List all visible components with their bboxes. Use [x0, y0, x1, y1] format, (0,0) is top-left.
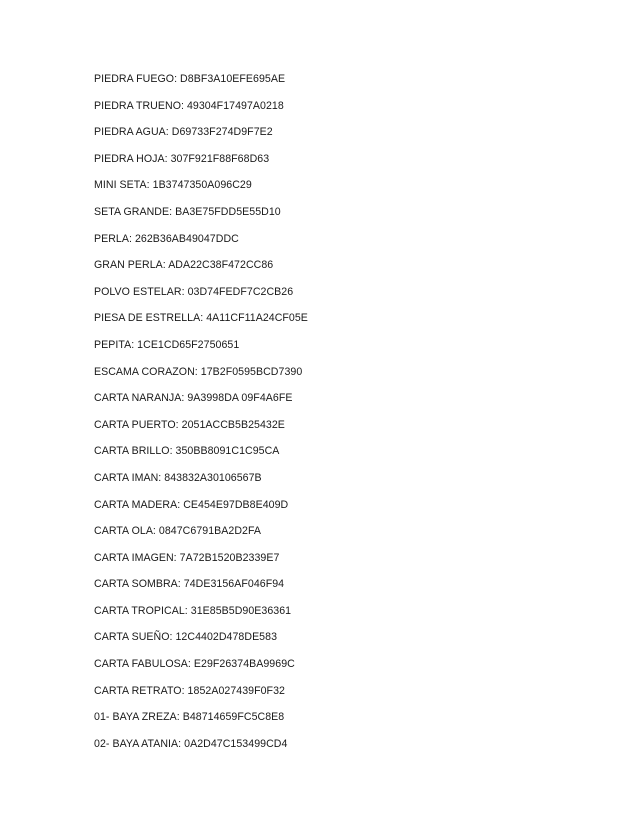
list-item: PEPITA: 1CE1CD65F2750651	[94, 338, 240, 351]
list-item: PIEDRA FUEGO: D8BF3A10EFE695AE	[94, 73, 286, 85]
list-item: MINI SETA: 1B3747350A096C29	[94, 179, 252, 192]
list-item: CARTA IMAGEN: 7A72B1520B2339E7	[94, 551, 280, 564]
list-item: CARTA TROPICAL: 31E85B5D90E36361	[94, 604, 292, 617]
list-item: CARTA SOMBRA: 74DE3156AF046F94	[94, 578, 285, 591]
list-item: PIESA DE ESTRELLA: 4A11CF11A24CF05E	[94, 312, 308, 325]
item-code-list	[94, 73, 308, 764]
list-item: CARTA SUEÑO: 12C4402D478DE583	[94, 631, 278, 644]
list-item: SETA GRANDE: BA3E75FDD5E55D10	[94, 205, 281, 218]
list-item: ESCAMA CORAZON: 17B2F0595BCD7390	[94, 365, 303, 378]
list-item: 02- BAYA ATANIA: 0A2D47C153499CD4	[94, 737, 288, 750]
list-item: CARTA MADERA: CE454E97DB8E409D	[94, 498, 289, 511]
list-item: PERLA: 262B36AB49047DDC	[94, 232, 239, 245]
list-item: PIEDRA AGUA: D69733F274D9F7E2	[94, 126, 273, 139]
list-item: CARTA OLA: 0847C6791BA2D2FA	[94, 525, 262, 538]
list-item: CARTA NARANJA: 9A3998DA 09F4A6FE	[94, 392, 293, 405]
list-item: CARTA RETRATO: 1852A027439F0F32	[94, 684, 285, 697]
list-item: 01- BAYA ZREZA: B48714659FC5C8E8	[94, 711, 285, 724]
list-item: CARTA BRILLO: 350BB8091C1C95CA	[94, 445, 280, 458]
list-item: CARTA PUERTO: 2051ACCB5B25432E	[94, 418, 285, 431]
list-item: CARTA IMAN: 843832A30106567B	[94, 471, 262, 484]
list-item: PIEDRA TRUENO: 49304F17497A0218	[94, 99, 284, 112]
list-item: CARTA FABULOSA: E29F26374BA9969C	[94, 658, 295, 671]
list-item: POLVO ESTELAR: 03D74FEDF7C2CB26	[94, 285, 294, 298]
list-item: PIEDRA HOJA: 307F921F88F68D63	[94, 152, 270, 165]
list-item: GRAN PERLA: ADA22C38F472CC86	[94, 259, 274, 272]
